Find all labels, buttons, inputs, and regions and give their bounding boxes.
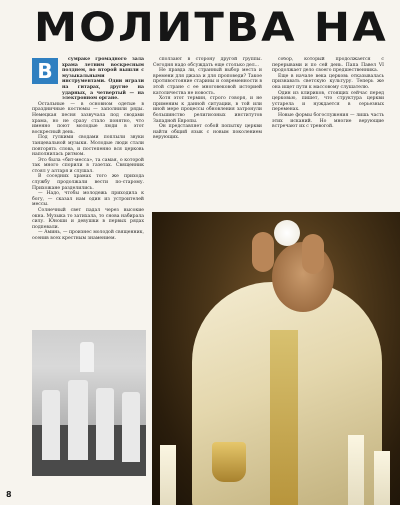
paragraph: Под гулкими сводами поплыли звуки танцевальной музыки. Молодые люди стали повторять слова, и постепенно вся церковь наполнилась ритмом. (32, 135, 144, 158)
intro-paragraph: сумраке громадного зала храма летним воскресным полднем, во второй вышли с музыкальными инструментами. Одни играли на гитарах, другие на ударных, а четвертый — на электронном органе. (62, 57, 144, 102)
text-column-1 (32, 57, 144, 323)
communion-host (274, 220, 300, 246)
page-headline: МОЛИТВА НА (34, 6, 388, 50)
paragraph: В соседних храмах того же прихода службу продолжали вести по-старому. Прихожане разделились. (32, 174, 144, 191)
paragraph: Это была «бит-месса», та самая, о которой так много спорили в газетах. Священник стоял у алтаря и слушал. (32, 157, 144, 174)
paragraph: Новые формы богослужения — лишь часть этих исканий. Но многие верующие встречают их с тревогой. (272, 112, 384, 130)
paragraph: Остальные — в основном одетые в праздничные костюмы — заполнили ряды. Немецкая песня зазвучала под сводами храма, но не сразу стало понятно, что именно поют молодые люди в этот воскресный день. (32, 101, 144, 135)
chalice (212, 442, 246, 482)
paragraph: Не правда ли, странный выбор места и времени для джаза и для проповеди? Такое противостояние старины и современности в этой стране с ее многовековой историей католичества не новость. (153, 68, 262, 96)
page-number: 8 (6, 490, 12, 499)
paragraph: собор, который продолжается с перерывами и по сей день. Папа Павел VI продолжает дело своего предшественника. (272, 57, 384, 74)
paragraph: Солнечный свет падал через высокие окна. Музыка то затихала, то снова набирала силу. Юноши и девушки в первых рядах подпевали. (32, 208, 144, 230)
paragraph: Он представляет собой попытку церкви найти общий язык с новым поколением верующих. (153, 124, 262, 141)
paragraph: — Надо, чтобы молодежь приходила к богу, — сказал нам один из устроителей мессы. (32, 191, 144, 208)
paragraph: Хотя этот термин, строго говоря, и не применим к данной ситуации, в той или иной мере процессы обновления затронули большинство религиозных институтов Западной Европы. (153, 96, 262, 124)
bw-photo-procession (32, 330, 146, 476)
color-photo-priest (152, 212, 400, 505)
drop-cap: В (32, 58, 58, 84)
paragraph: Еще в начале века церковь отказывалась признавать светскую культуру. Теперь же она ищет пути к массовому слушателю. (272, 73, 384, 90)
text-column-2 (153, 57, 262, 209)
paragraph: — Аминь, — произнес молодой священник, осенив всех крестным знамением. (32, 230, 144, 241)
paragraph: сползают в сторону другой группы. Сегодня надо обсуждать еще столько дел... (153, 57, 262, 68)
text-column-3 (272, 57, 384, 209)
paragraph: Один из клириков, стоящих сейчас перед церковью, пишет, что структура церкви устарела и нуждается в серьезных переменах. (272, 90, 384, 113)
